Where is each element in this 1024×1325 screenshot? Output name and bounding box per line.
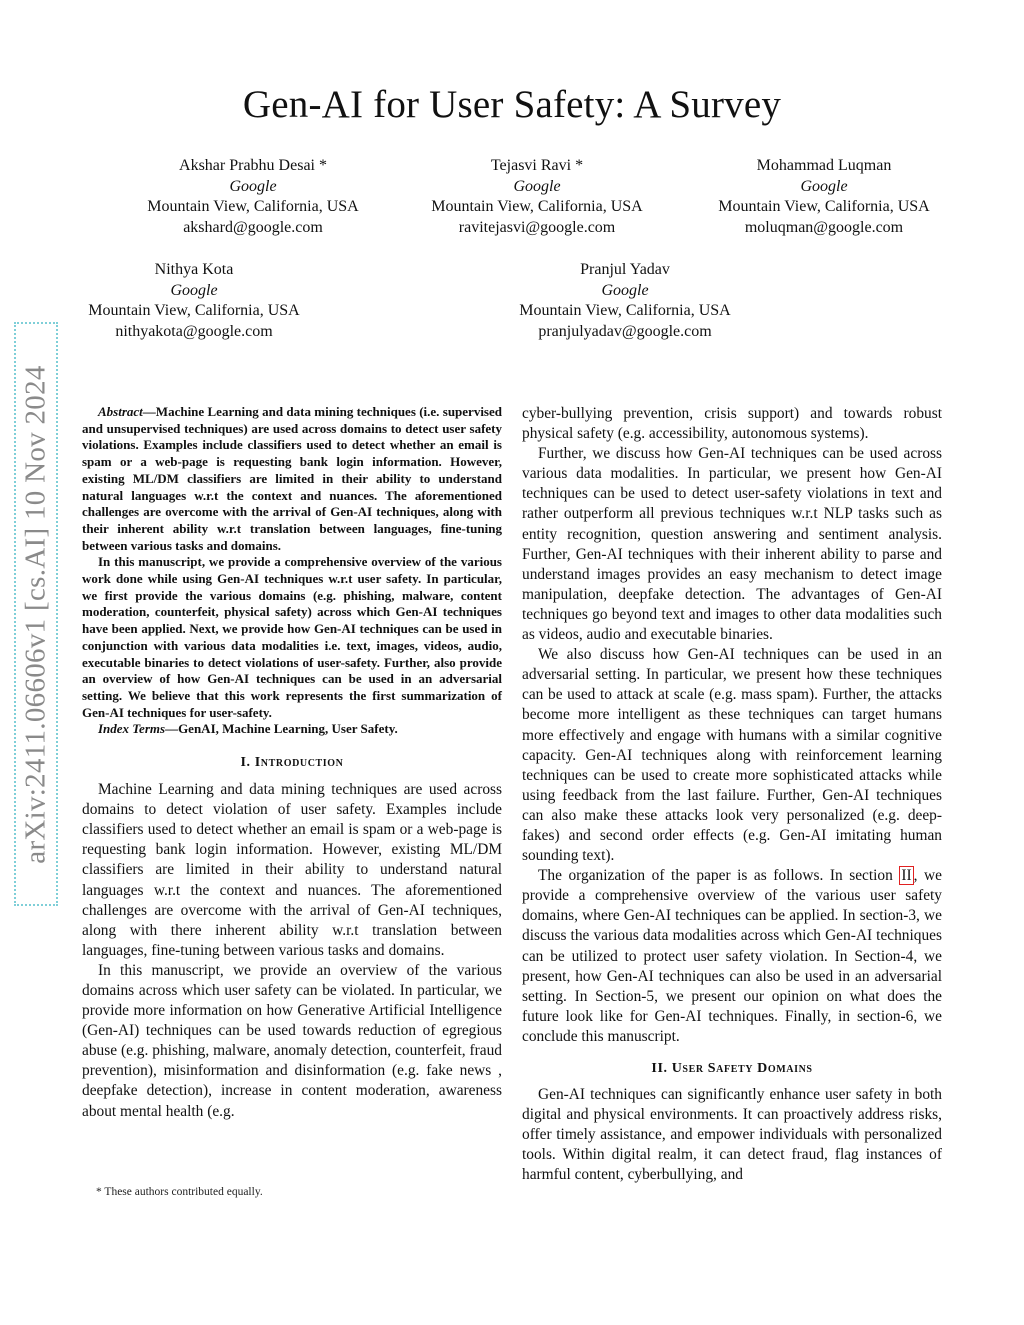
author-affiliation: Google [601, 281, 649, 299]
author-name: Pranjul Yadav [580, 261, 670, 278]
author-name: Mohammad Luqman [756, 157, 892, 174]
intro-paragraph-2: In this manuscript, we provide an overview of the various domains across which user safety can be violated. In particular, we provide more information on how Generative Artificial Intelligence (Gen-AI) techniques can be used towards reduction of egregious abuse (e.g. phishing, malware, anomaly detection, counterfeit, fraud prevention), misinformation and disinformation (e.g. fake news , deepfake detection), increase in content moderation, awareness about mental health (e.g. [82, 961, 502, 1120]
paper-title: Gen-AI for User Safety: A Survey [242, 83, 782, 126]
author-affiliation: Google [513, 177, 561, 195]
author-name: Tejasvi Ravi * [490, 157, 584, 174]
author-block-5 [475, 260, 775, 343]
abstract-text-1: —Machine Learning and data mining techniques (i.e. supervised and unsupervised techniques) are used across domains to detect user safety violations. Examples include classifiers used to detect whether an email is spam or a web-page is requesting bank login information. However, existing ML/DM classifiers are limited in their ability to understand natural languages w.r.t the context and nuances. The aforementioned challenges are overcome with the arrival of Gen-AI techniques, along with their inherent ability w.r.t translation between languages, fine-tuning between various tasks and domains. [82, 404, 502, 553]
intro-paragraph-5-text-b: , we provide a comprehensive overview of the various user safety domains, where Gen-AI techniques can be applied. In section-3, we discuss the various data modalities across which Gen-AI techniques can be utilized to protect user safety violation. In Section-4, we present, how Gen-AI techniques can also be used in an adversarial setting. In Section-5, we present our opinion on what does the future look like for Gen-AI techniques. Finally, in section-6, we conclude this manuscript. [522, 867, 942, 1045]
author-email: moluqman@google.com [744, 219, 904, 237]
right-column [522, 404, 942, 1185]
author-affiliation: Google [229, 177, 277, 195]
author-email: ravitejasvi@google.com [458, 219, 616, 237]
arxiv-identifier-text: arXiv:2411.06606v1 [cs.AI] 10 Nov 2024 [19, 364, 52, 864]
section-number: I. [240, 755, 251, 771]
intro-paragraph-2-continued: cyber-bullying prevention, crisis support) and towards robust physical safety (e.g. accessibility, autonomous systems). [522, 405, 942, 443]
author-email: nithyakota@google.com [115, 323, 273, 341]
section-heading-introduction [82, 753, 502, 773]
author-email: akshard@google.com [183, 219, 323, 237]
index-terms-text: —GenAI, Machine Learning, User Safety. [165, 721, 398, 737]
author-email: pranjulyadav@google.com [538, 323, 712, 341]
author-location: Mountain View, California, USA [718, 198, 930, 216]
index-terms-label: Index Terms [98, 721, 166, 737]
author-affiliation: Google [800, 177, 848, 195]
section-title: User Safety Domains [671, 1061, 813, 1076]
section-heading-user-safety-domains [522, 1059, 942, 1079]
abstract-label: Abstract [98, 404, 143, 419]
section-title: Introduction [254, 755, 344, 771]
domains-paragraph-1: Gen-AI techniques can significantly enhance user safety in both digital and physical environments. It can proactively address risks, offer timely assistance, and empower individuals with personalized tools. Within digital realm, it can detect fraud, flag instances of harmful content, cyberbullying, and [522, 1086, 942, 1184]
index-terms [82, 721, 502, 738]
introduction-body-continued [522, 404, 942, 1047]
introduction-body [82, 780, 502, 1122]
author-name: Nithya Kota [154, 261, 234, 278]
intro-paragraph-5 [522, 866, 942, 1047]
author-name: Akshar Prabhu Desai * [179, 157, 327, 174]
author-block-2 [387, 156, 687, 239]
domains-body [522, 1085, 942, 1185]
abstract-paragraph-1 [82, 404, 502, 554]
arxiv-identifier-stamp [14, 322, 58, 906]
intro-paragraph-4: We also discuss how Gen-AI techniques can be used in an adversarial setting. In particular, we present how these techniques can be used to attack at scale (e.g. mass spam). Further, the attacks become more intelligent as these techniques can target humans more effectively and engage with humans with a similar cognitive capacity. Gen-AI techniques along with reinforcement learning techniques can be used to create more sophisticated attacks while using feedback from the last failure. Further, Gen-AI techniques can also make these attacks look very personalized (e.g. deep-fakes) and second order effects (e.g. Gen-AI imitating human sounding text). [522, 646, 942, 865]
author-block-3 [674, 156, 974, 239]
author-location: Mountain View, California, USA [88, 302, 300, 320]
abstract-paragraph-2: In this manuscript, we provide a comprehensive overview of the various work done while using Gen-AI techniques w.r.t user safety. In particular, we first provide the various domains (e.g. phishing, malware, content moderation, counterfeit, physical safety) across which Gen-AI techniques have been applied. Next, we provide how Gen-AI techniques can be used in conjunction with various data modalities i.e. text, images, videos, audio, executable binaries to detect violations of user-safety. Further, also provide an overview of how Gen-AI techniques can be used in an adversarial setting. We believe that this work represents the first summarization of Gen-AI techniques for user-safety. [82, 554, 502, 720]
intro-paragraph-1: Machine Learning and data mining techniques are used across domains to detect violation of user safety. Examples include classifiers used to detect whether an email is spam or a web-page is requesting bank login information. However, existing ML/DM classifiers are limited in their ability to understand natural languages w.r.t the context and nuances. The aforementioned challenges are overcome with the arrival of Gen-AI techniques, along with there inherent ability w.r.t translation between languages, fine-tuning between various tasks and domains. [82, 781, 502, 959]
author-affiliation: Google [170, 281, 218, 299]
author-block-1 [103, 156, 403, 239]
footnote: * These authors contributed equally. [96, 1186, 263, 1198]
author-block-4 [44, 260, 344, 343]
section-number: II. [651, 1061, 668, 1076]
abstract [82, 404, 502, 721]
section-ii-reference-link[interactable]: II [901, 867, 912, 885]
left-column [82, 404, 502, 1122]
intro-paragraph-3: Further, we discuss how Gen-AI techniques can be used across various data modalities. In particular, we present how Gen-AI techniques can be used to detect user-safety violations in text and rather outperform all previous techniques w.r.t NLP tasks such as entity recognition, question answering and sentiment analysis. Further, Gen-AI techniques with their inherent ability to parse and understand images provides an easy mechanism to detect image manipulation, deepfake detection. The advantages of Gen-AI techniques go beyond text and images to other data modalities such as videos, audio and executable binaries. [522, 445, 942, 644]
author-location: Mountain View, California, USA [431, 198, 643, 216]
intro-paragraph-5-text-a: The organization of the paper is as follows. In section [538, 867, 900, 885]
author-location: Mountain View, California, USA [147, 198, 359, 216]
author-location: Mountain View, California, USA [519, 302, 731, 320]
